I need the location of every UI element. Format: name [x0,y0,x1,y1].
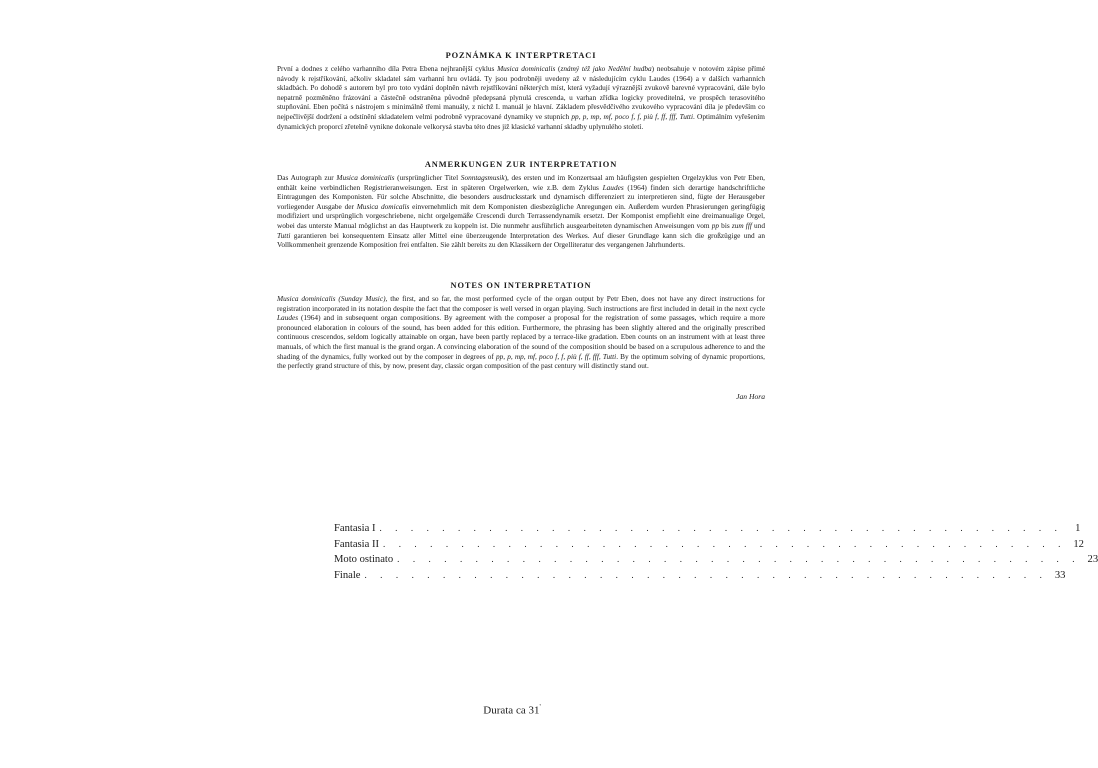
italic-term: Musica dominicalis [336,173,395,182]
toc-dot-leader: . . . . . . . . . . . . . . . . . . . . . . . . . . . . . . . . . . . . . . . . . . . . [379,523,1063,533]
italic-term: Musica domicalis [356,201,410,211]
toc-entry-fantasia-2 [334,537,1084,553]
toc-dot-leader: . . . . . . . . . . . . . . . . . . . . . . . . . . . . . . . . . . . . . . . . . . . . [364,569,1048,580]
italic-term: Laudes [277,313,299,323]
duration-note [0,703,1024,717]
italic-term: pp [711,220,720,230]
author-signature: Jan Hora [736,392,765,401]
toc-dot-leader: . . . . . . . . . . . . . . . . . . . . . . . . . . . . . . . . . . . . . . . . . . . . [397,554,1081,564]
italic-term: Musica dominicalis (Sunday Music), [277,294,388,303]
toc-title: Finale [334,569,361,581]
table-of-contents [334,521,1098,583]
toc-title: Fantasia I [334,523,376,534]
italic-term: známý též jako Nedělní hudba [560,64,652,73]
toc-page-number: 33 [1054,569,1066,581]
toc-title: Fantasia II [334,538,380,550]
toc-page-number: 23 [1087,554,1098,565]
toc-page-number: 12 [1073,538,1084,550]
section-heading-english: NOTES ON INTERPRETATION [450,281,592,290]
toc-entry-fantasia-1 [334,521,1081,537]
italic-term: Musica dominicalis [497,64,556,73]
duration-minutes-mark: ' [539,703,541,711]
section-heading-german: ANMERKUNGEN ZUR INTERPRETATION [424,160,618,169]
toc-entry-moto-ostinato [334,552,1098,568]
italic-term: zum fff [731,220,752,230]
italic-term: pp, p, mp, mf, poco f, f, più f, ff, fff, Tutti [571,111,693,121]
section-english [277,281,765,371]
italic-term: Laudes [602,182,624,192]
section-czech [277,51,765,131]
section-paragraph-english: Musica dominicalis (Sunday Music), the first, and so far, the most performed cycle of the organ output by Petr Eben, does not have any direct instructions for registration incorporated in its notation despite the fact that the composer is well versed in organ playing. Such instructions are first included in detail in the next cycle Laudes (1964) and in subsequent organ compositions. By agreement with the composer a proposal for the registration of some passages, which require a more pronounced elaboration in colours of the sound, has been added for this edition. Furthermore, the phrasing has been slightly altered and the originally prescribed continuous crescendos, seldom logically attainable on organ, have been partly replaced by a terrace-like gradation. Eben counts on an instrument with at least three manuals, of which the first manual is the grand organ. A convincing elaboration of the sound of the composition should be based on a scrupulous adherence to and the shading of the dynamics, fully worked out by the composer in degrees of pp, p, mp, mf, poco f, f, più f, ff, fff, Tutti. By the optimum solving of dynamic proportions, the perfectly grand structure of this, by now, present day, classic organ composition of the past century will distinctly stand out. [277,294,765,371]
italic-term: Sonntagsmusik [460,173,505,182]
toc-dot-leader: . . . . . . . . . . . . . . . . . . . . . . . . . . . . . . . . . . . . . . . . . . . . [383,538,1066,549]
toc-page-number: 1 [1075,523,1081,534]
italic-term: Tutti [277,230,291,240]
duration-text: Durata ca 31 [483,704,540,717]
section-heading-czech: POZNÁMKA K INTERPTRETACI [445,51,597,60]
toc-entry-finale [334,568,1066,584]
section-german [277,160,765,250]
italic-term: pp, p, mp, mf, poco f, f, più f, ff, fff, Tutti [495,351,617,361]
section-paragraph-czech: První a dodnes z celého varhanního díla Petra Ebena nejhranější cyklus Musica dominicalis (známý též jako Nedělní hudba) neobsahuje v notovém zápise přímé návody k rejstříkování, ačkoliv skladatel sám varhanní hru ovládá. Ty jsou podrobněji uvedeny až v následujícím cyklu Laudes (1964) a v dalších varhanních skladbách. Po dohodě s autorem byl pro toto vydání doplněn návrh rejstříkování některých míst, která vyžadují výraznější zvukově barevné vypracování, dále bylo nepatrně pozměněno frázování a částečně odstraněna původně předepsaná plynulá crescenda, u varhan zřídka logicky proveditelná, ve prospěch terasovitého stupňování. Eben počítá s nástrojem s minimálně třemi manuály, z nichž I. manuál je hlavní. Základem přesvědčivého zvukového vypracování díla je především co nejpečlivější dodržení a odstínění skladatelem velmi podrobně vypracované dynamiky ve stupních pp, p, mp, mf, poco f, f, più f, ff, fff, Tutti. Optimálním vyřešením dynamických proporcí zřetelně vynikne dokonale velkorysá stavba této dnes již klasické varhanní skladby uplynulého století. [277,64,766,131]
toc-title: Moto ostinato [334,554,394,565]
section-paragraph-german: Das Autograph zur Musica dominicalis (ursprünglicher Titel Sonntagsmusik), des ersten und im Konzertsaal am häufigsten gespielten Orgelzyklus von Petr Eben, enthält keine verbindlichen Registrieranweisungen. Erst in späteren Orgelwerken, wie z.B. dem Zyklus Laudes (1964) finden sich derartige handschriftliche Eintragungen des Komponisten. Für solche Abschnitte, die besonders ausdrucksstark und dynamisch differenziert zu interpretieren sind, fügte der Herausgeber vorliegender Ausgabe der Musica domicalis einvernehmlich mit dem Komponisten diesbezügliche Anregungen ein. Außerdem wurden Phrasierungen geringfügig modifiziert und ursprünglich vorgeschriebene, nicht orgelgemäße Crescendi durch Terrassendynamik ersetzt. Der Komponist empfiehlt eine dreimanualige Orgel, wobei das unterste Manual möglichst an das Hauptwerk zu koppeln ist. Die nunmehr ausführlich ausgearbeiteten dynamischen Anweisungen vom pp bis zum fff und Tutti garantieren bei konsequentem Einsatz aller Mittel eine überzeugende Interpretation des Werkes. Auf dieser Grundlage kann sich die großzügige und an Vollkommenheit grenzende Komposition frei entfalten. Sie zählt bereits zu den Klassikern der Orgelliteratur des vergangenen Jahrhunderts. [277,173,766,250]
